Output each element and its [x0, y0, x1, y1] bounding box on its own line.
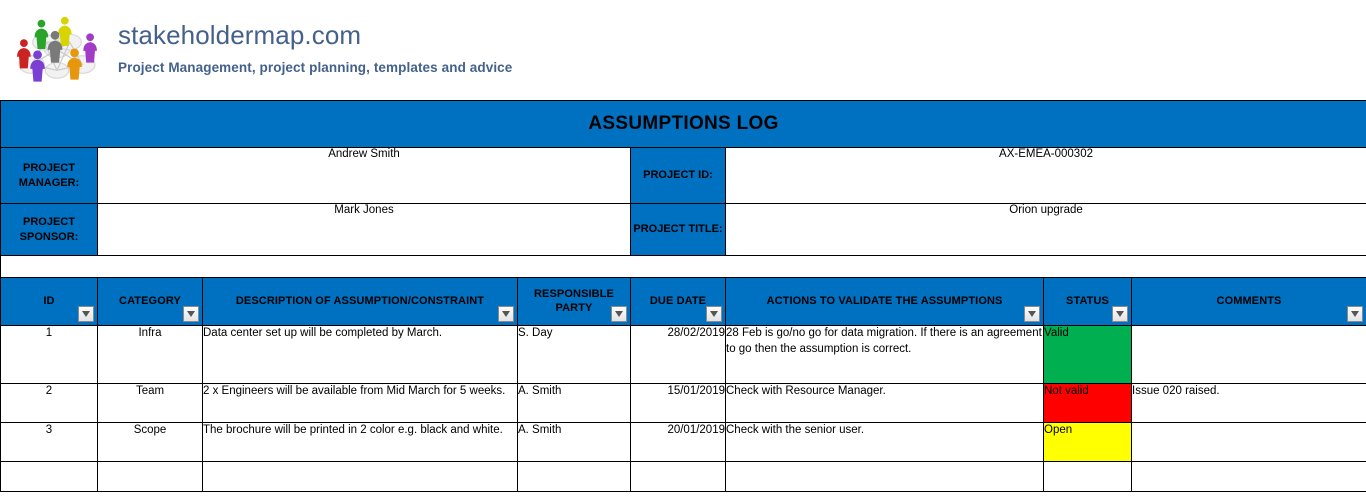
cell-due-date[interactable]: 15/01/2019: [631, 384, 726, 423]
column-header-id-label: ID: [43, 294, 55, 307]
filter-dropdown-icon[interactable]: [498, 306, 514, 322]
cell-due-date[interactable]: 28/02/2019: [631, 326, 726, 384]
column-header-due-date-label: DUE DATE: [649, 294, 707, 307]
cell-id[interactable]: 2: [1, 384, 98, 423]
cell-category[interactable]: Scope: [98, 423, 203, 462]
cell-id[interactable]: 3: [1, 423, 98, 462]
filter-dropdown-icon[interactable]: [1347, 306, 1363, 322]
table-header-row: [1, 278, 1366, 326]
cell-due-date[interactable]: 20/01/2019: [631, 423, 726, 462]
cell-description[interactable]: [203, 462, 518, 492]
cell-responsible-party[interactable]: [518, 462, 631, 492]
column-header-responsible-party[interactable]: [518, 278, 631, 326]
filter-dropdown-icon[interactable]: [1112, 306, 1128, 322]
cell-description[interactable]: Data center set up will be completed by March.: [203, 326, 518, 384]
status-badge[interactable]: Valid: [1044, 326, 1132, 384]
status-badge[interactable]: [1044, 462, 1132, 492]
column-header-description-label: DESCRIPTION OF ASSUMPTION/CONSTRAINT: [235, 294, 485, 307]
cell-comments[interactable]: Issue 020 raised.: [1132, 384, 1366, 423]
table-row[interactable]: [1, 326, 1366, 384]
cell-id[interactable]: [1, 462, 98, 492]
cell-comments[interactable]: [1132, 462, 1366, 492]
cell-comments[interactable]: [1132, 423, 1366, 462]
filter-dropdown-icon[interactable]: [706, 306, 722, 322]
column-header-status-label: STATUS: [1066, 294, 1109, 307]
cell-comments[interactable]: [1132, 326, 1366, 384]
assumptions-log-sheet: [0, 100, 1366, 492]
sheet-title-row: [1, 101, 1366, 148]
cell-category[interactable]: [98, 462, 203, 492]
column-header-actions-label: ACTIONS TO VALIDATE THE ASSUMPTIONS: [766, 294, 1003, 307]
cell-actions[interactable]: Check with the senior user.: [726, 423, 1044, 462]
project-title-label: PROJECT TITLE:: [631, 204, 726, 256]
filter-dropdown-icon[interactable]: [183, 306, 199, 322]
column-header-responsible-party-label: RESPONSIBLE PARTY: [534, 287, 614, 314]
project-sponsor-label: PROJECT SPONSOR:: [1, 204, 98, 256]
branding-text-block: [118, 8, 512, 75]
project-title-value[interactable]: Orion upgrade: [726, 204, 1366, 256]
column-header-status[interactable]: [1044, 278, 1132, 326]
cell-description[interactable]: The brochure will be printed in 2 color e.g. black and white.: [203, 423, 518, 462]
spacer-row: [1, 256, 1366, 278]
cell-responsible-party[interactable]: S. Day: [518, 326, 631, 384]
column-header-category-label: CATEGORY: [119, 294, 181, 307]
project-id-value[interactable]: AX-EMEA-000302: [726, 148, 1366, 204]
table-row[interactable]: [1, 384, 1366, 423]
column-header-comments[interactable]: [1132, 278, 1366, 326]
cell-responsible-party[interactable]: A. Smith: [518, 423, 631, 462]
cell-actions[interactable]: [726, 462, 1044, 492]
column-header-due-date[interactable]: [631, 278, 726, 326]
project-sponsor-row: [1, 204, 1366, 256]
project-manager-value[interactable]: Andrew Smith: [98, 148, 631, 204]
cell-category[interactable]: Team: [98, 384, 203, 423]
project-manager-row: [1, 148, 1366, 204]
column-header-category[interactable]: [98, 278, 203, 326]
cell-actions[interactable]: 28 Feb is go/no go for data migration. If there is an agreement to go then the assumption is correct.: [726, 326, 1044, 384]
filter-dropdown-icon[interactable]: [78, 306, 94, 322]
project-sponsor-value[interactable]: Mark Jones: [98, 204, 631, 256]
column-header-actions[interactable]: [726, 278, 1044, 326]
page-title: ASSUMPTIONS LOG: [1, 101, 1366, 148]
status-badge[interactable]: Open: [1044, 423, 1132, 462]
cell-responsible-party[interactable]: A. Smith: [518, 384, 631, 423]
table-row[interactable]: [1, 462, 1366, 492]
project-manager-label: PROJECT MANAGER:: [1, 148, 98, 204]
site-branding-header: [0, 0, 1366, 100]
project-id-label: PROJECT ID:: [631, 148, 726, 204]
filter-dropdown-icon[interactable]: [1024, 306, 1040, 322]
table-row[interactable]: [1, 423, 1366, 462]
stakeholder-network-people-icon: [8, 10, 106, 84]
cell-actions[interactable]: Check with Resource Manager.: [726, 384, 1044, 423]
cell-id[interactable]: 1: [1, 326, 98, 384]
column-header-comments-label: COMMENTS: [1216, 294, 1282, 307]
site-tagline: Project Management, project planning, templates and advice: [118, 60, 513, 75]
site-title: stakeholdermap.com: [118, 20, 362, 50]
cell-due-date[interactable]: [631, 462, 726, 492]
filter-dropdown-icon[interactable]: [611, 306, 627, 322]
spacer-cell: [1, 256, 1366, 278]
cell-category[interactable]: Infra: [98, 326, 203, 384]
status-badge[interactable]: Not valid: [1044, 384, 1132, 423]
column-header-id[interactable]: [1, 278, 98, 326]
cell-description[interactable]: 2 x Engineers will be available from Mid March for 5 weeks.: [203, 384, 518, 423]
column-header-description[interactable]: [203, 278, 518, 326]
